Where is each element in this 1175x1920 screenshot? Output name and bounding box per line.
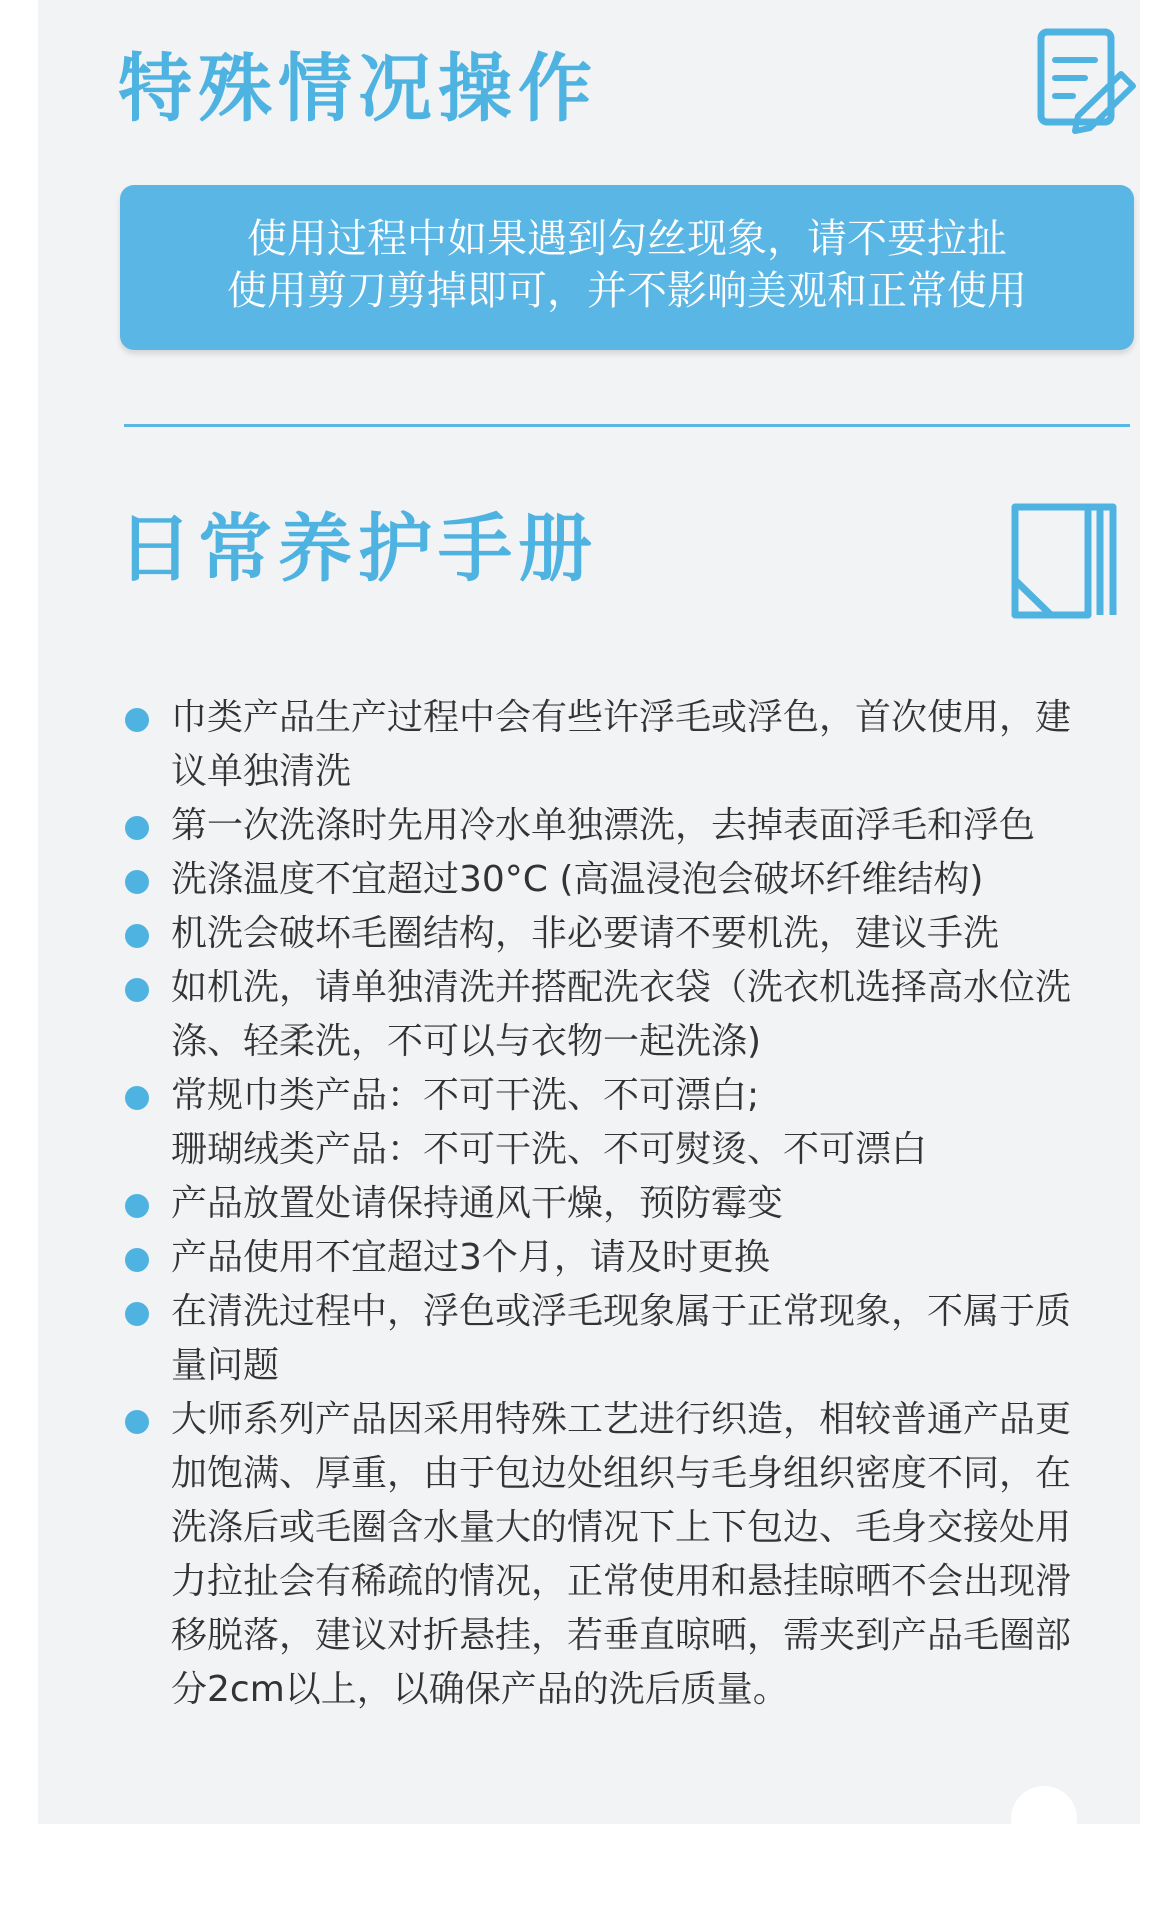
special-notice-box bbox=[120, 185, 1134, 350]
bullet-dot bbox=[125, 1410, 149, 1434]
item-line: 在清洗过程中，浮色或浮毛现象属于正常现象，不属于质 bbox=[171, 1291, 1072, 1332]
list-item bbox=[123, 1069, 1133, 1177]
bullet-dot bbox=[125, 1302, 149, 1326]
item-line: 产品放置处请保持通风干燥，预防霉变 bbox=[171, 1183, 784, 1224]
edit-document-icon bbox=[1033, 24, 1143, 154]
care-manual-title: 日常养护手册 bbox=[118, 506, 598, 592]
bullet-dot bbox=[125, 978, 149, 1002]
bullet-dot bbox=[125, 1248, 149, 1272]
item-line: 洗涤后或毛圈含水量大的情况下上下包边、毛身交接处用 bbox=[171, 1507, 1072, 1548]
item-line: 加饱满、厚重，由于包边处组织与毛身组织密度不同，在 bbox=[171, 1453, 1072, 1494]
item-line: 议单独清洗 bbox=[171, 751, 352, 792]
list-item bbox=[123, 1393, 1133, 1717]
bullet-dot bbox=[125, 924, 149, 948]
list-item bbox=[123, 1177, 1133, 1231]
item-line: 量问题 bbox=[171, 1345, 280, 1386]
bullet-dot bbox=[125, 708, 149, 732]
notice-line: 使用剪刀剪掉即可，并不影响美观和正常使用 bbox=[227, 268, 1027, 314]
bullet-dot bbox=[125, 816, 149, 840]
item-line: 第一次洗涤时先用冷水单独漂洗，去掉表面浮毛和浮色 bbox=[171, 805, 1036, 846]
book-icon bbox=[1003, 495, 1128, 630]
item-line: 常规巾类产品：不可干洗、不可漂白; bbox=[171, 1075, 760, 1116]
list-item bbox=[123, 799, 1133, 853]
item-line: 珊瑚绒类产品：不可干洗、不可熨烫、不可漂白 bbox=[171, 1129, 928, 1170]
list-item bbox=[123, 853, 1133, 907]
item-line: 分2cm以上，以确保产品的洗后质量。 bbox=[171, 1669, 789, 1710]
notice-line: 使用过程中如果遇到勾丝现象，请不要拉扯 bbox=[247, 216, 1007, 262]
list-item bbox=[123, 1231, 1133, 1285]
item-line: 移脱落，建议对折悬挂，若垂直晾晒，需夹到产品毛圈部 bbox=[171, 1615, 1072, 1656]
item-line: 洗涤温度不宜超过30°C (高温浸泡会破坏纤维结构) bbox=[171, 859, 984, 900]
item-line: 力拉扯会有稀疏的情况，正常使用和悬挂晾晒不会出现滑 bbox=[171, 1561, 1072, 1602]
item-line: 涤、轻柔洗，不可以与衣物一起洗涤) bbox=[171, 1021, 762, 1062]
list-item bbox=[123, 907, 1133, 961]
list-item bbox=[123, 691, 1133, 799]
item-line: 如机洗，请单独清洗并搭配洗衣袋（洗衣机选择高水位洗 bbox=[171, 967, 1072, 1008]
bullet-dot bbox=[125, 1086, 149, 1110]
bullet-dot bbox=[125, 870, 149, 894]
item-line: 机洗会破坏毛圈结构，非必要请不要机洗，建议手洗 bbox=[171, 913, 1000, 954]
list-item bbox=[123, 1285, 1133, 1393]
bullet-dot bbox=[125, 1194, 149, 1218]
item-line: 大师系列产品因采用特殊工艺进行织造，相较普通产品更 bbox=[171, 1399, 1072, 1440]
item-line: 产品使用不宜超过3个月，请及时更换 bbox=[171, 1237, 770, 1278]
item-line: 巾类产品生产过程中会有些许浮毛或浮色，首次使用，建 bbox=[171, 697, 1072, 738]
special-situation-title: 特殊情况操作 bbox=[118, 46, 598, 132]
content-card bbox=[38, 0, 1140, 1824]
section-divider bbox=[124, 424, 1130, 427]
care-instructions-list bbox=[123, 691, 1133, 1717]
list-item bbox=[123, 961, 1133, 1069]
scroll-indicator bbox=[1011, 1786, 1077, 1852]
